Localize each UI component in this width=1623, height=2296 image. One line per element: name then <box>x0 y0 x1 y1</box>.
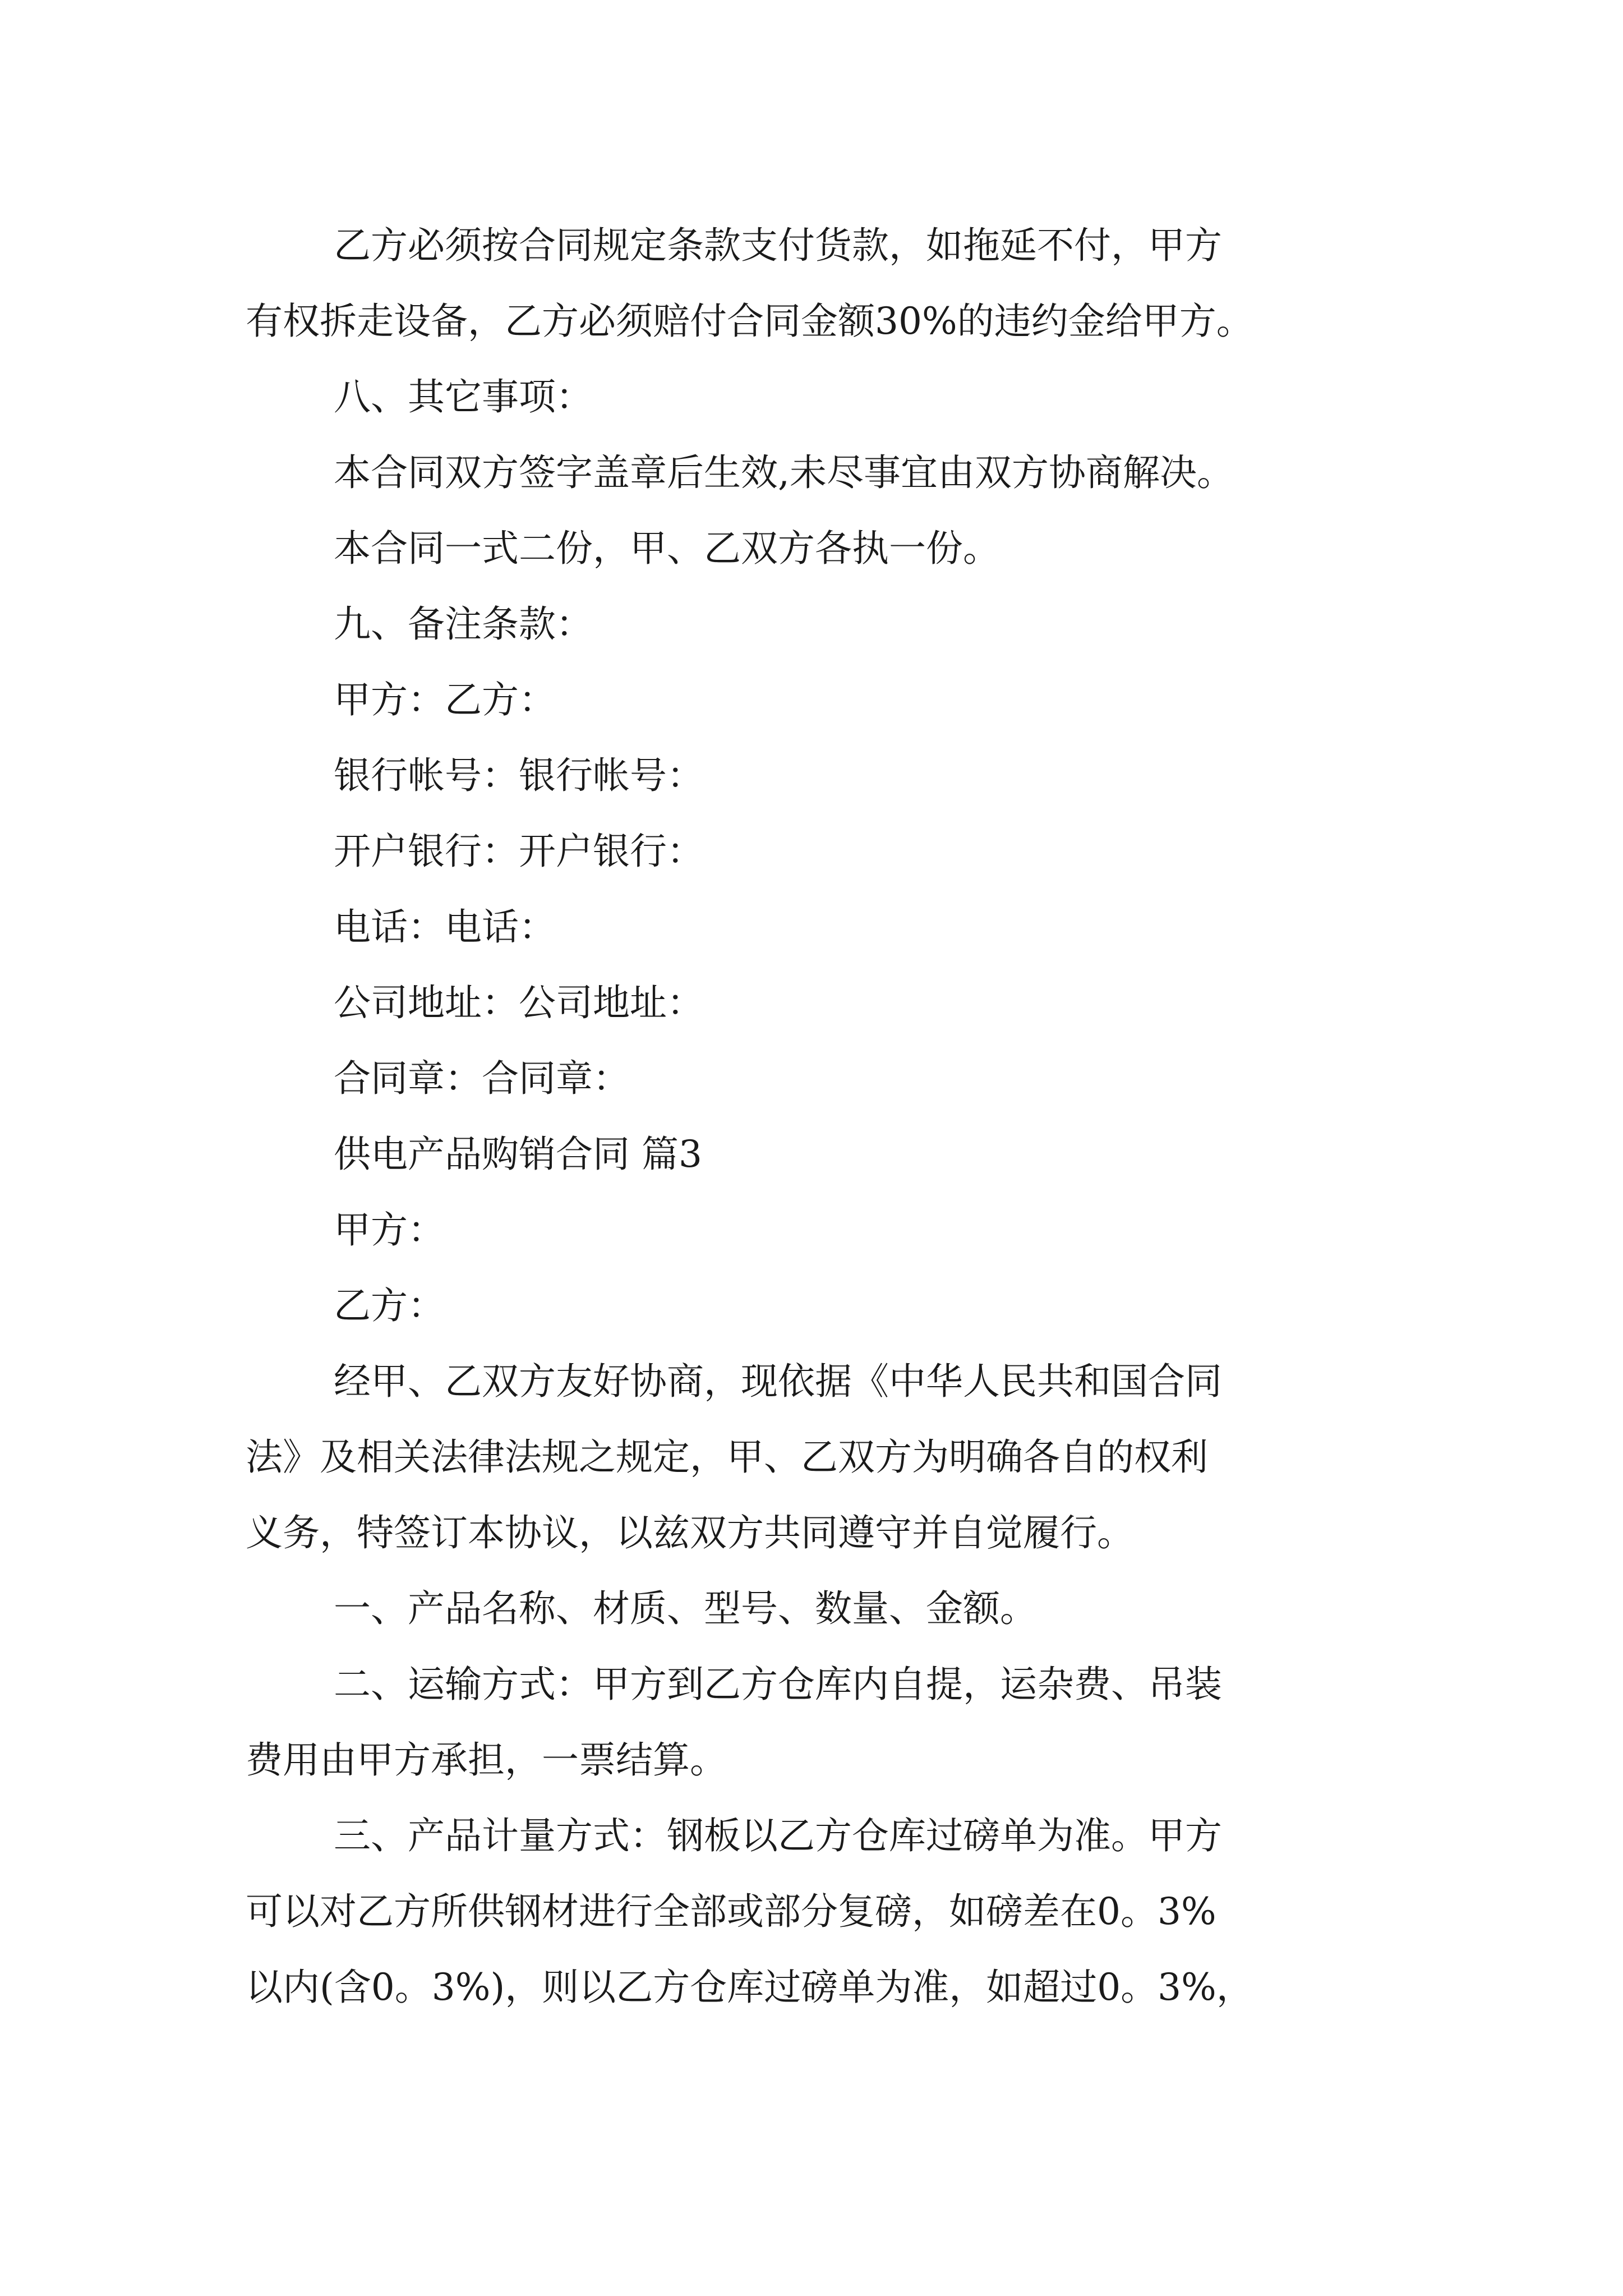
clause-line: 一、产品名称、材质、型号、数量、金额。 <box>334 1587 1037 1630</box>
signature-field: 电话：电话： <box>334 905 556 949</box>
signature-field: 公司地址：公司地址： <box>334 981 704 1024</box>
text-line: 以内(含0。3%)，则以乙方仓库过磅单为准，如超过0。3%， <box>246 1966 1253 2009</box>
text-line: 经甲、乙双方友好协商，现依据《中华人民共和国合同 <box>334 1360 1222 1403</box>
text-line: 有权拆走设备，乙方必须赔付合同金额30%的违约金给甲方。 <box>246 300 1253 343</box>
text-line: 乙方必须按合同规定条款支付货款，如拖延不付，甲方 <box>334 224 1222 267</box>
text-line: 本合同一式二份，甲、乙双方各执一份。 <box>334 527 1000 570</box>
signature-field: 合同章：合同章： <box>334 1057 630 1100</box>
signature-field: 甲方：乙方： <box>334 678 556 721</box>
contract-title: 供电产品购销合同 篇3 <box>334 1133 702 1176</box>
party-field: 乙方： <box>334 1284 445 1327</box>
signature-field: 银行帐号：银行帐号： <box>334 754 704 797</box>
text-line: 本合同双方签字盖章后生效,未尽事宜由双方协商解决。 <box>334 451 1234 494</box>
section-heading: 九、备注条款： <box>334 602 593 646</box>
clause-line: 三、产品计量方式：钢板以乙方仓库过磅单为准。甲方 <box>334 1814 1222 1857</box>
text-line: 可以对乙方所供钢材进行全部或部分复磅，如磅差在0。3% <box>246 1890 1216 1933</box>
clause-line: 二、运输方式：甲方到乙方仓库内自提，运杂费、吊装 <box>334 1663 1222 1706</box>
text-line: 义务，特签订本协议，以兹双方共同遵守并自觉履行。 <box>246 1511 1134 1554</box>
signature-field: 开户银行：开户银行： <box>334 830 704 873</box>
text-line: 法》及相关法律法规之规定，甲、乙双方为明确各自的权利 <box>246 1435 1208 1479</box>
text-line: 费用由甲方承担，一票结算。 <box>246 1738 727 1782</box>
party-field: 甲方： <box>334 1208 445 1251</box>
section-heading: 八、其它事项： <box>334 375 593 418</box>
